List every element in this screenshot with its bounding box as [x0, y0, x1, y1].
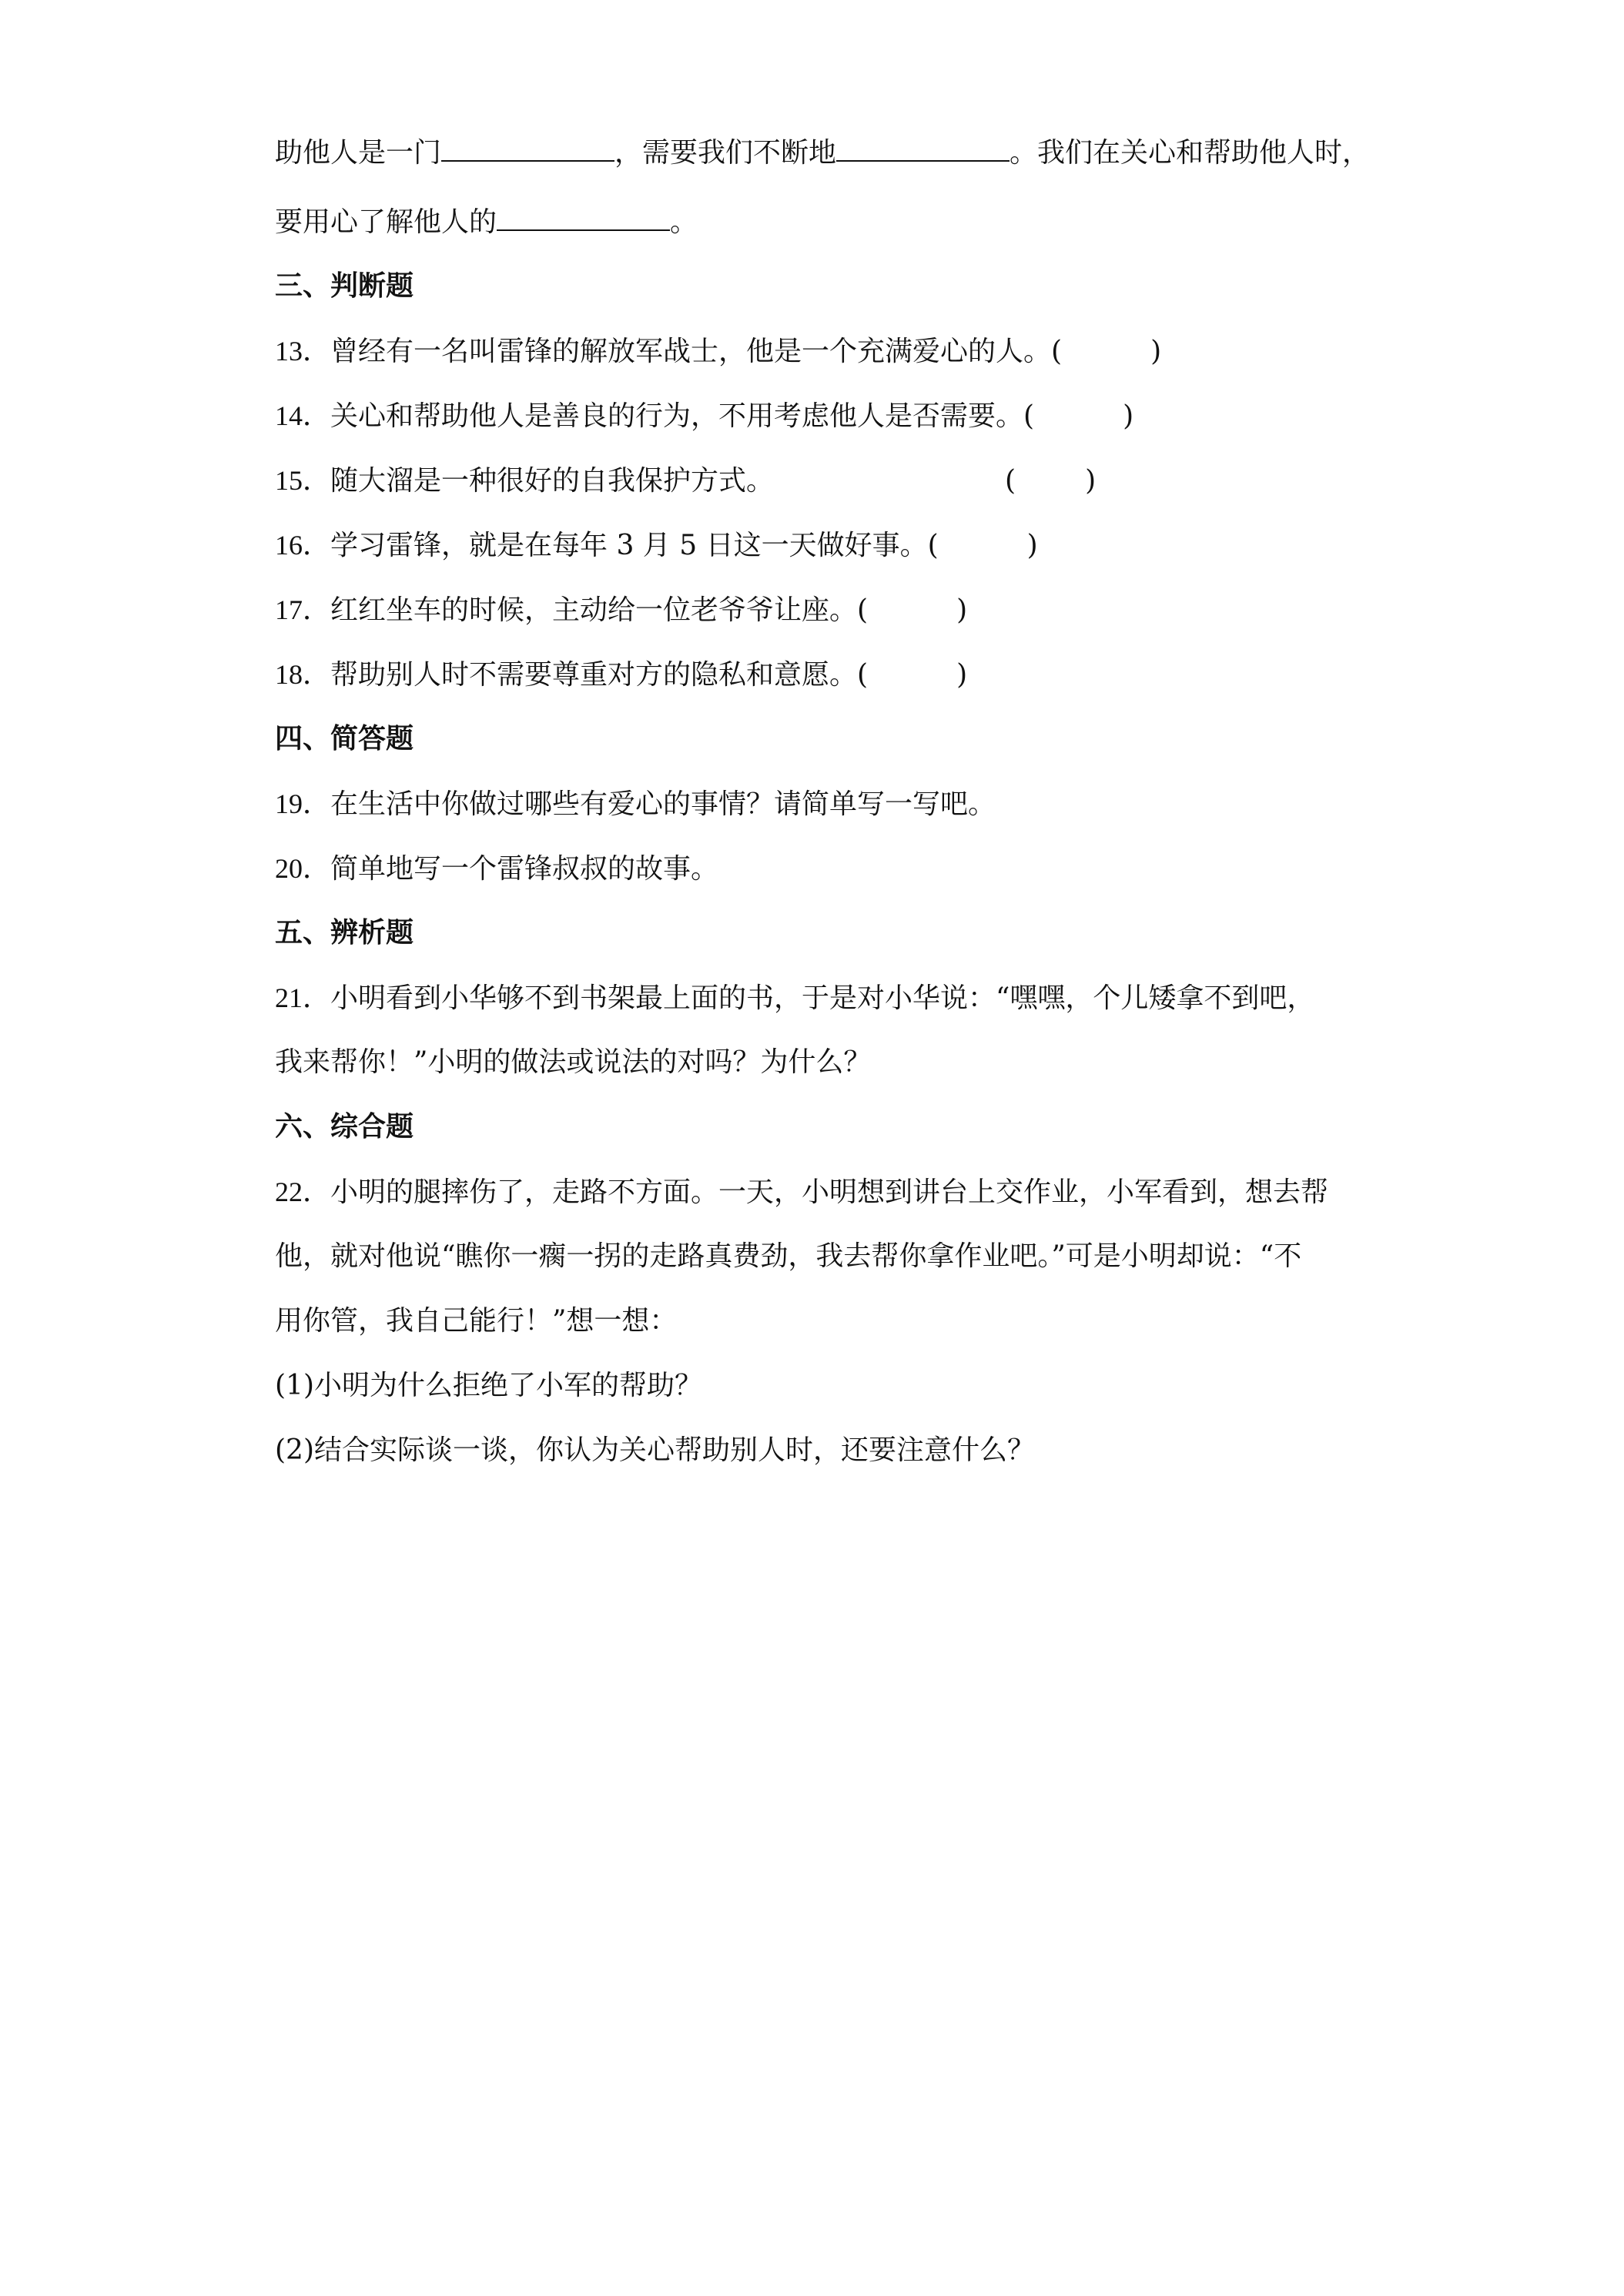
question-14: [275, 397, 1133, 435]
question-22-sub-2: (2)结合实际谈一谈，你认为关心帮助别人时，还要注意什么？: [275, 1434, 1035, 1466]
answer-blank[interactable]: [836, 134, 1010, 162]
close-paren: ): [1150, 336, 1162, 367]
question-22-line-2: 他，就对他说“瞧你一瘸一拐的走路真费劲，我去帮你拿作业吧。”可是小明却说：“不: [275, 1240, 1302, 1272]
question-22-sub-1: (1)小明为什么拒绝了小军的帮助？: [275, 1370, 702, 1401]
fill-blank-line-2: [275, 203, 698, 241]
question-22-line-3: 用你管，我自己能行！”想一想：: [275, 1305, 678, 1337]
question-number: 22．: [275, 1176, 331, 1207]
close-paren: ): [956, 594, 968, 626]
question-number: 17．: [275, 594, 331, 625]
fill-text: 要用心了解他人的: [275, 206, 497, 238]
question-text: 红红坐车的时候，主动给一位老爷爷让座。(: [330, 594, 869, 626]
question-number: 20．: [275, 853, 331, 884]
fill-text: 。: [670, 206, 698, 238]
question-number: 19．: [275, 788, 331, 819]
close-paren: ): [1123, 400, 1134, 432]
question-21-line-1: [275, 979, 1314, 1017]
section-heading-judge: 三、判断题: [275, 270, 414, 302]
question-21-line-2: 我来帮你！”小明的做法或说法的对吗？为什么？: [275, 1046, 872, 1078]
question-22-line-1: [275, 1173, 1328, 1211]
fill-text: 助他人是一门: [275, 137, 442, 169]
question-text: 简单地写一个雷锋叔叔的故事。: [330, 853, 719, 885]
question-20: [275, 850, 718, 888]
question-18: [275, 656, 967, 694]
question-13: [275, 333, 1161, 370]
question-number: 21．: [275, 982, 331, 1013]
section-heading-comprehensive: 六、综合题: [275, 1111, 414, 1143]
question-text: 曾经有一名叫雷锋的解放军战士，他是一个充满爱心的人。(: [330, 336, 1063, 367]
open-paren: (: [1005, 465, 1016, 497]
section-heading-analysis: 五、辨析题: [275, 917, 414, 949]
question-number: 14．: [275, 400, 331, 431]
question-text: 随大溜是一种很好的自我保护方式。: [330, 465, 775, 497]
section-heading-short-answer: 四、简答题: [275, 723, 414, 755]
answer-blank[interactable]: [497, 203, 670, 231]
close-paren: ): [1085, 465, 1097, 497]
close-paren: ): [1026, 530, 1038, 561]
question-text: 帮助别人时不需要尊重对方的隐私和意愿。(: [330, 659, 869, 691]
question-15: [275, 462, 1096, 500]
question-16: [275, 527, 1038, 564]
question-number: 15．: [275, 465, 331, 496]
question-text: 在生活中你做过哪些有爱心的事情？请简单写一写吧。: [330, 788, 996, 820]
question-text: 小明的腿摔伤了，走路不方面。一天，小明想到讲台上交作业，小军看到，想去帮: [330, 1176, 1329, 1208]
close-paren: ): [956, 659, 968, 691]
question-number: 16．: [275, 530, 331, 561]
fill-text: 。我们在关心和帮助他人时，: [1010, 137, 1371, 169]
question-19: [275, 785, 996, 823]
fill-text: ，需要我们不断地: [614, 137, 837, 169]
question-number: 18．: [275, 659, 331, 690]
question-number: 13．: [275, 336, 331, 366]
fill-blank-line-1: [275, 134, 1370, 172]
question-text: 关心和帮助他人是善良的行为，不用考虑他人是否需要。(: [330, 400, 1035, 432]
question-17: [275, 591, 967, 629]
answer-blank[interactable]: [441, 134, 614, 162]
question-text: 小明看到小华够不到书架最上面的书，于是对小华说：“嘿嘿，个儿矮拿不到吧，: [330, 982, 1315, 1014]
question-text: 学习雷锋，就是在每年 3 月 5 日这一天做好事。(: [330, 530, 939, 561]
